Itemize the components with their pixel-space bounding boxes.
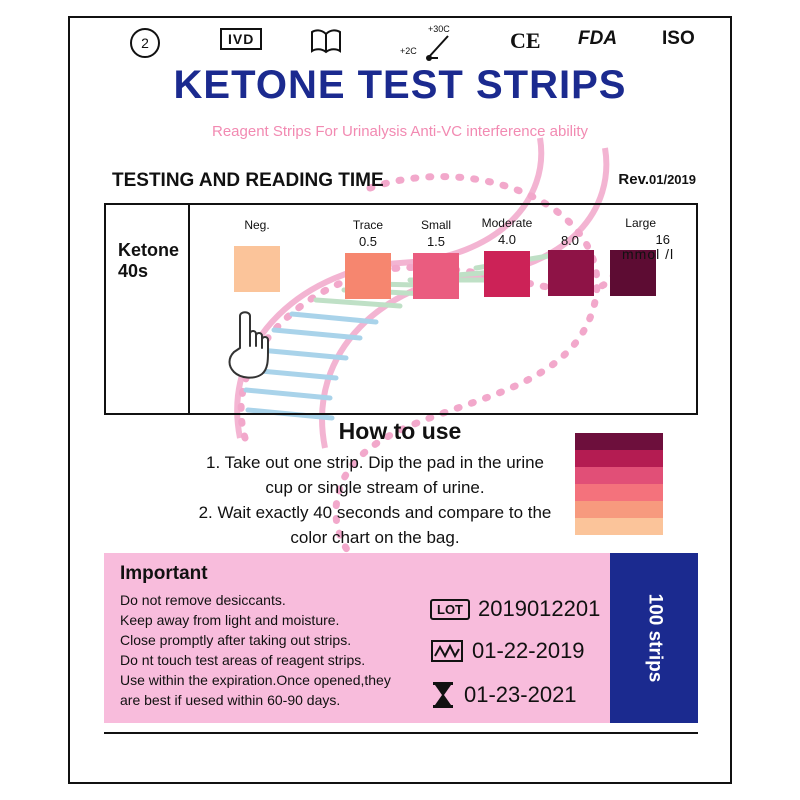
lot-number: 2019012201 [478,596,601,621]
analyte-name-block [118,240,179,282]
swatch-label-large: Large [625,216,656,230]
swatch-moderate [484,251,530,297]
howto-step-line: color chart on the bag. [290,528,460,547]
howto-title: How to use [338,418,462,444]
important-line: Keep away from light and moisture. [120,612,340,628]
mini-strip-band [575,484,663,501]
fda-mark: FDA [578,28,618,49]
temp-high-label: +30C [428,24,450,34]
howto-steps [120,450,630,550]
analyte-name: Ketone [118,240,180,260]
swatch-value-moderate: 4.0 [497,232,517,247]
hourglass-icon [430,681,456,709]
important-text [120,590,420,710]
mini-strip-band [575,518,663,535]
swatch-value-small: 1.5 [426,234,446,249]
mini-color-strip [575,433,663,535]
chart-divider [188,203,190,415]
swatch-value-large: 16 [655,232,670,247]
symbol-row [104,732,698,784]
expiry-date: 01-23-2021 [464,682,577,707]
thermometer-icon [422,30,456,64]
page-subtitle: Reagent Strips For Urinalysis Anti-VC interference ability [212,123,588,140]
lot-icon: LOT [430,599,470,620]
iso-mark: ISO [662,28,695,49]
howto-step-line: 1. Take out one strip. Dip the pad in the urine [205,453,545,472]
quantity-label-wrap [610,553,698,723]
mini-strip-band [575,433,663,450]
consult-instructions-symbol [310,28,342,54]
section-heading-testing-time: TESTING AND READING TIME [112,170,384,191]
important-line: Use within the expiration.Once opened,they [120,672,391,688]
important-line: are best if uesed within 60-90 days. [120,692,341,708]
mini-strip-band [575,501,663,518]
swatch-label-trace: Trace [352,218,384,232]
unit-label: mmol /l [622,246,675,262]
swatch-neg [234,246,280,292]
do-not-reuse-icon: 2 [130,28,160,58]
do-not-reuse-symbol [130,28,160,58]
howto-step-line: 2. Wait exactly 40 seconds and compare to the [198,503,552,522]
important-line: Do not remove desiccants. [120,592,286,608]
important-line: Do nt touch test areas of reagent strips. [120,652,366,668]
swatch-8 [548,250,594,296]
expiry-date-row [430,681,577,709]
swatch-label-neg: Neg. [244,218,270,232]
important-title: Important [120,563,208,584]
manufacture-date-icon [430,639,464,663]
revision-number: 01/2019 [649,172,696,187]
ivd-icon: IVD [220,28,262,50]
manufacture-date-row [430,638,585,664]
temperature-limit-symbol [400,24,470,62]
manufacture-date: 01-22-2019 [472,638,585,663]
swatch-value-trace: 0.5 [358,234,378,249]
swatch-label-moderate: Moderate [481,216,533,230]
analyte-read-time: 40s [118,261,149,281]
swatch-label-small: Small [420,218,451,232]
ce-mark: CE [510,28,541,53]
mini-strip-band [575,467,663,484]
quantity-label: 100 strips [644,593,666,683]
page-title: KETONE TEST STRIPS [173,63,627,107]
swatch-trace [345,253,391,299]
swatch-small [413,253,459,299]
revision-label [618,171,696,188]
ivd-symbol [220,28,262,50]
swatch-value-8: 8.0 [560,233,580,248]
mini-strip-band [575,450,663,467]
product-label [68,16,732,784]
important-line: Close promptly after taking out strips. [120,632,352,648]
lot-row [430,596,600,622]
booklet-icon [310,28,342,54]
revision-text: Rev. [618,171,649,188]
howto-step-line: cup or single stream of urine. [265,478,485,497]
temp-low-label: +2C [400,46,417,56]
pointing-hand-icon [220,308,276,382]
